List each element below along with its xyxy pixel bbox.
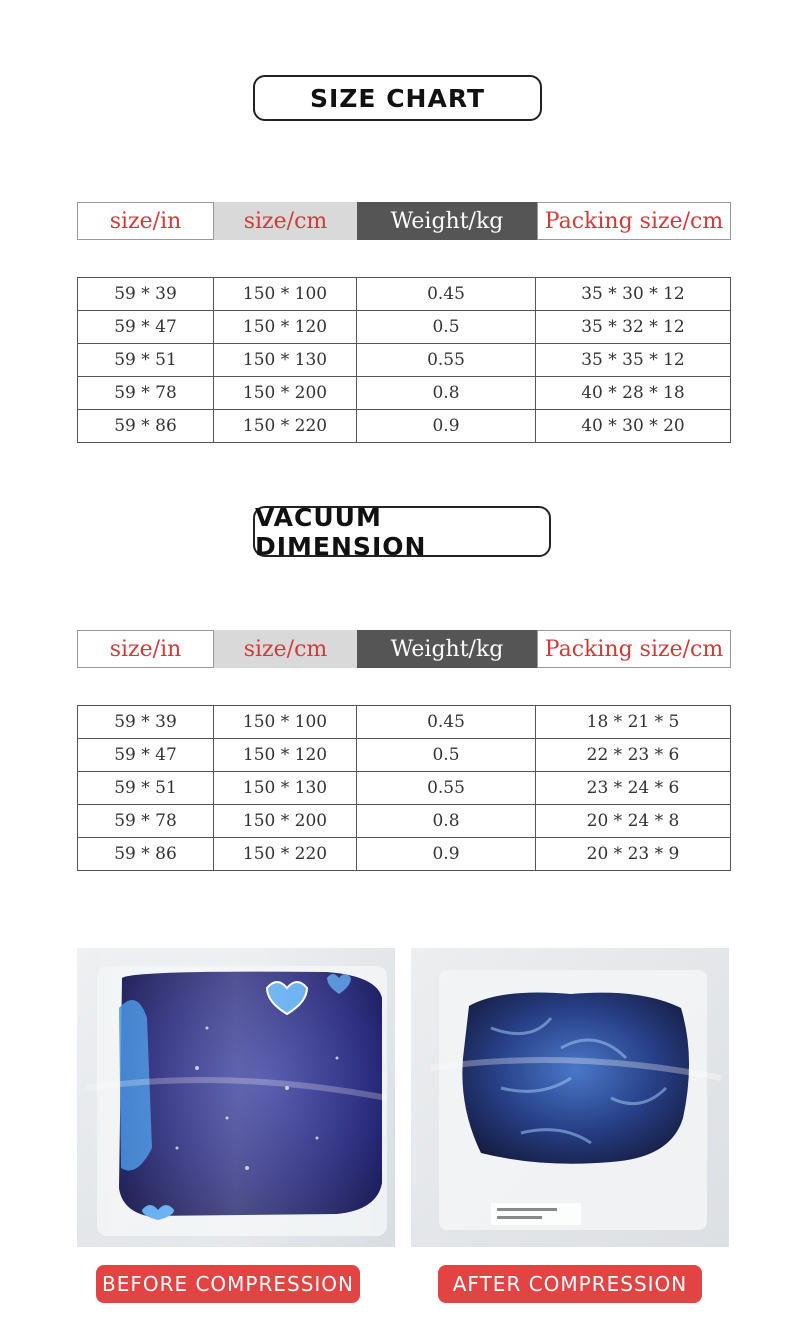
cell-weight: 0.55 (357, 772, 536, 805)
cell-size-cm: 150 * 120 (214, 311, 357, 344)
cell-packing-size: 35 * 30 * 12 (536, 278, 731, 311)
cell-packing-size: 20 * 23 * 9 (536, 838, 731, 871)
before-compression-photo (77, 948, 395, 1247)
cell-weight: 0.45 (357, 278, 536, 311)
cell-packing-size: 40 * 30 * 20 (536, 410, 731, 443)
cell-size-in: 59 * 51 (78, 772, 214, 805)
cell-packing-size: 35 * 32 * 12 (536, 311, 731, 344)
header-size-cm: size/cm (214, 202, 357, 240)
header-weight: Weight/kg (357, 202, 537, 240)
cell-weight: 0.9 (357, 838, 536, 871)
size-chart-header (77, 202, 731, 240)
cell-size-cm: 150 * 100 (214, 278, 357, 311)
header-weight: Weight/kg (357, 630, 537, 668)
table-row (78, 772, 731, 805)
cell-size-cm: 150 * 220 (214, 838, 357, 871)
cell-size-cm: 150 * 130 (214, 772, 357, 805)
header-packing-size: Packing size/cm (537, 630, 731, 668)
cell-size-in: 59 * 39 (78, 278, 214, 311)
table-row (78, 377, 731, 410)
cell-size-in: 59 * 51 (78, 344, 214, 377)
cell-weight: 0.8 (357, 377, 536, 410)
cell-weight: 0.5 (357, 739, 536, 772)
cell-size-in: 59 * 86 (78, 838, 214, 871)
cell-size-in: 59 * 39 (78, 706, 214, 739)
cell-packing-size: 23 * 24 * 6 (536, 772, 731, 805)
table-row (78, 278, 731, 311)
before-compression-label: BEFORE COMPRESSION (96, 1265, 360, 1303)
cell-packing-size: 18 * 21 * 5 (536, 706, 731, 739)
cell-size-cm: 150 * 200 (214, 377, 357, 410)
cell-weight: 0.9 (357, 410, 536, 443)
header-size-in: size/in (77, 202, 214, 240)
table-row (78, 311, 731, 344)
cell-size-cm: 150 * 220 (214, 410, 357, 443)
cell-packing-size: 40 * 28 * 18 (536, 377, 731, 410)
cell-size-in: 59 * 78 (78, 377, 214, 410)
header-packing-size: Packing size/cm (537, 202, 731, 240)
table-row (78, 410, 731, 443)
cell-size-cm: 150 * 120 (214, 739, 357, 772)
cell-size-in: 59 * 86 (78, 410, 214, 443)
table-row (78, 344, 731, 377)
table-row (78, 838, 731, 871)
size-chart-title: SIZE CHART (253, 75, 542, 121)
header-size-cm: size/cm (214, 630, 357, 668)
cell-weight: 0.45 (357, 706, 536, 739)
size-chart-table (77, 277, 731, 443)
cell-weight: 0.55 (357, 344, 536, 377)
vacuum-dimension-table (77, 705, 731, 871)
header-size-in: size/in (77, 630, 214, 668)
table-row (78, 706, 731, 739)
cell-size-in: 59 * 47 (78, 739, 214, 772)
cell-weight: 0.8 (357, 805, 536, 838)
cell-size-in: 59 * 78 (78, 805, 214, 838)
table-row (78, 739, 731, 772)
cell-size-cm: 150 * 130 (214, 344, 357, 377)
cell-packing-size: 35 * 35 * 12 (536, 344, 731, 377)
cell-size-cm: 150 * 100 (214, 706, 357, 739)
cell-size-cm: 150 * 200 (214, 805, 357, 838)
cell-packing-size: 20 * 24 * 8 (536, 805, 731, 838)
cell-size-in: 59 * 47 (78, 311, 214, 344)
table-row (78, 805, 731, 838)
cell-packing-size: 22 * 23 * 6 (536, 739, 731, 772)
cell-weight: 0.5 (357, 311, 536, 344)
after-compression-photo (411, 948, 729, 1247)
vacuum-dimension-header (77, 630, 731, 668)
vacuum-dimension-title: VACUUM DIMENSION (253, 506, 551, 557)
after-compression-label: AFTER COMPRESSION (438, 1265, 702, 1303)
